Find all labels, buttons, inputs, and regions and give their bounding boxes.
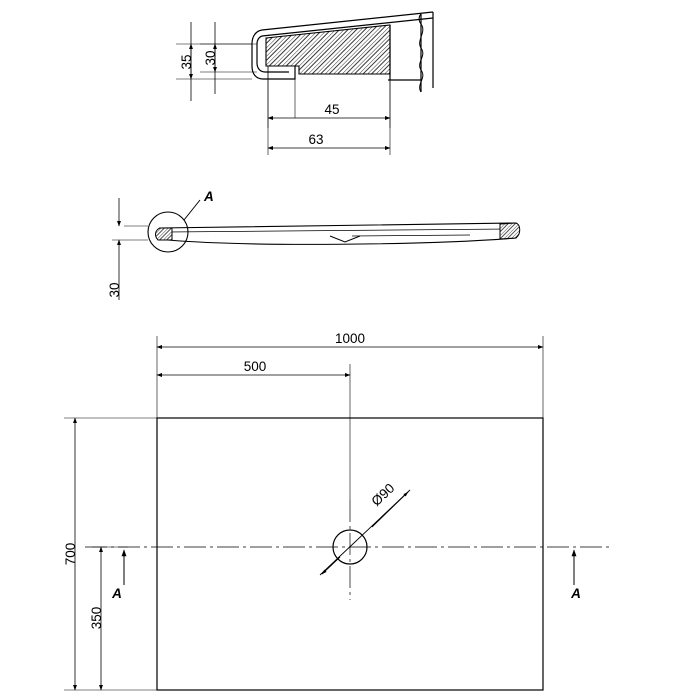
dim-35-label: 35 xyxy=(179,54,194,70)
dim-30-detail-label: 30 xyxy=(203,50,218,66)
dim-30-detail xyxy=(203,22,218,94)
drain-leader xyxy=(320,481,410,575)
dim-700 xyxy=(63,418,78,690)
dim-350-label: 350 xyxy=(89,606,104,630)
plan-view xyxy=(63,331,610,690)
dim-500-label: 500 xyxy=(243,359,267,374)
dim-63-label: 63 xyxy=(308,132,324,147)
dim-350 xyxy=(89,547,104,690)
side-left-edge xyxy=(156,228,172,240)
dim-30-side-label: 30 xyxy=(107,282,122,298)
dim-45 xyxy=(268,102,390,118)
dim-63 xyxy=(268,132,390,148)
dim-1000 xyxy=(157,331,543,347)
dim-1000-label: 1000 xyxy=(334,331,366,346)
detail-a-view xyxy=(176,12,433,155)
section-mark-left xyxy=(111,550,124,601)
section-hatch xyxy=(266,25,390,74)
dim-700-label: 700 xyxy=(63,542,78,566)
dim-500 xyxy=(157,359,350,375)
side-elevation-view xyxy=(107,189,520,300)
dim-30-side xyxy=(107,198,122,300)
dim-45-label: 45 xyxy=(324,102,340,117)
dim-35 xyxy=(179,22,194,101)
side-right-edge xyxy=(500,223,520,239)
section-mark-right xyxy=(570,550,581,601)
section-mark-left-label: A xyxy=(112,586,122,601)
drain-diameter-label: Ø90 xyxy=(368,480,398,509)
section-mark-right-label: A xyxy=(571,586,581,601)
detail-callout-label: A xyxy=(204,189,214,204)
